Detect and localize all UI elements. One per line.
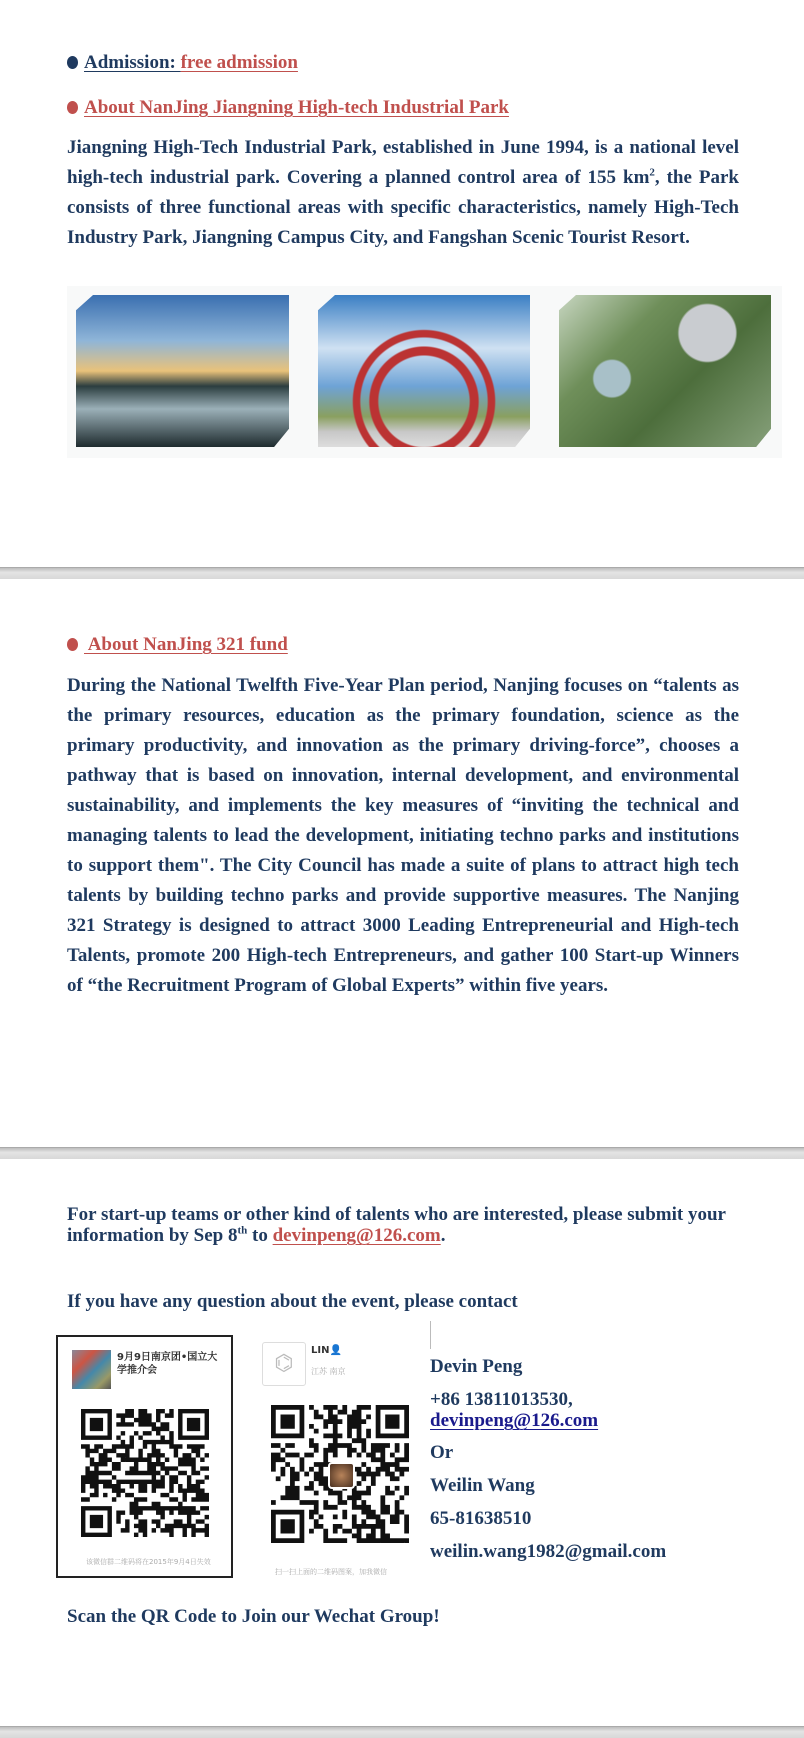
park-photo-glass-building <box>76 295 289 447</box>
admission-value-link[interactable]: free admission <box>180 52 298 73</box>
park-photo-aerial-campus <box>559 295 771 447</box>
bullet-icon <box>67 56 78 69</box>
section-divider <box>0 567 804 579</box>
fund-paragraph: During the National Twelfth Five-Year Plan period, Nanjing focuses on “talents as the primary resources, education as the primary foundation, science as the primary productivity, and innovation as the primary driving-force”, chooses a pathway that is based on innovation, internal development, and environmental sustainability, and implements the key measures of “inviting the technical and managing talents to lead the development, initiating techno parks and institutions to support them". The City Council has made a suite of plans to attract high tech talents by building techno parks and provide supportive measures. The Nanjing 321 Strategy is designed to attract 3000 Leading Entrepreneurial and High-tech Talents, promote 200 High-tech Entrepreneurs, and gather 100 Start-up Winners of “the Recruitment Program of Global Experts” within five years. <box>67 675 739 996</box>
bullet-icon <box>67 638 78 651</box>
scan-qr-text: Scan the QR Code to Join our Wechat Group! <box>67 1606 440 1627</box>
submit-text: . <box>440 1225 446 1246</box>
vertical-rule <box>430 1321 431 1349</box>
submit-email-link[interactable]: devinpeng@126.com <box>272 1225 441 1246</box>
contact-email-1-link[interactable]: devinpeng@126.com <box>430 1410 599 1431</box>
contact-phone-2: 65-81638510 <box>430 1508 532 1529</box>
qr-center-avatar <box>328 1462 355 1489</box>
park-heading <box>67 97 509 119</box>
park-text: Jiangning High-Tech Industrial Park, established in June 1994, is a national level high-tech industrial park. Covering a planned control area of 155 km <box>67 137 739 188</box>
park-title-link[interactable]: About NanJing Jiangning High-tech Industrial Park <box>84 97 509 118</box>
wechat-personal-qr-card[interactable] <box>259 1335 421 1576</box>
submit-paragraph <box>67 1204 747 1246</box>
wechat-group-qr-card[interactable] <box>56 1335 233 1578</box>
user-icon: 👤 <box>329 1345 342 1356</box>
group-avatar <box>72 1350 111 1389</box>
personal-name: LIN👤 <box>311 1345 342 1356</box>
contact-email-2: weilin.wang1982@gmail.com <box>430 1541 667 1562</box>
contact-name-1: Devin Peng <box>430 1356 523 1377</box>
admission-line <box>67 52 298 74</box>
admission-label: Admission: <box>84 52 181 73</box>
personal-qr-footer: 扫一扫上面的二维码图案，加我微信 <box>275 1568 387 1576</box>
park-photo-red-arch-gate <box>318 295 530 447</box>
personal-location: 江苏 南京 <box>311 1367 346 1376</box>
fund-title-link[interactable]: About NanJing 321 fund <box>84 634 288 655</box>
qr-modules <box>81 1409 209 1537</box>
park-text: , the Park consists of three functional areas with specific characteristics, namely High-Tech Industry Park, Jiangning Campus City, and Fangshan Scenic Tourist Resort. <box>67 167 739 248</box>
section-divider <box>0 1147 804 1159</box>
contact-or: Or <box>430 1442 454 1463</box>
group-qr-code <box>81 1409 209 1537</box>
superscript: th <box>237 1224 248 1237</box>
submit-text: For start-up teams or other kind of talents who are interested, please submit your information by Sep 8 <box>67 1204 726 1246</box>
molecule-avatar-icon: ⌬ <box>262 1342 306 1386</box>
superscript: 2 <box>649 166 655 179</box>
group-qr-footer: 该微信群二维码将在2015年9月4日失效 <box>86 1558 211 1566</box>
bullet-icon <box>67 101 78 114</box>
contact-intro: If you have any question about the event, please contact <box>67 1291 518 1312</box>
contact-name-2: Weilin Wang <box>430 1475 535 1496</box>
contact-phone-1: +86 13811013530, <box>430 1389 573 1410</box>
fund-heading <box>67 634 288 656</box>
section-divider <box>0 1726 804 1738</box>
submit-text: to <box>247 1225 273 1246</box>
group-title: 9月9日南京团•国立大学推介会 <box>117 1352 218 1376</box>
park-paragraph <box>67 133 739 253</box>
